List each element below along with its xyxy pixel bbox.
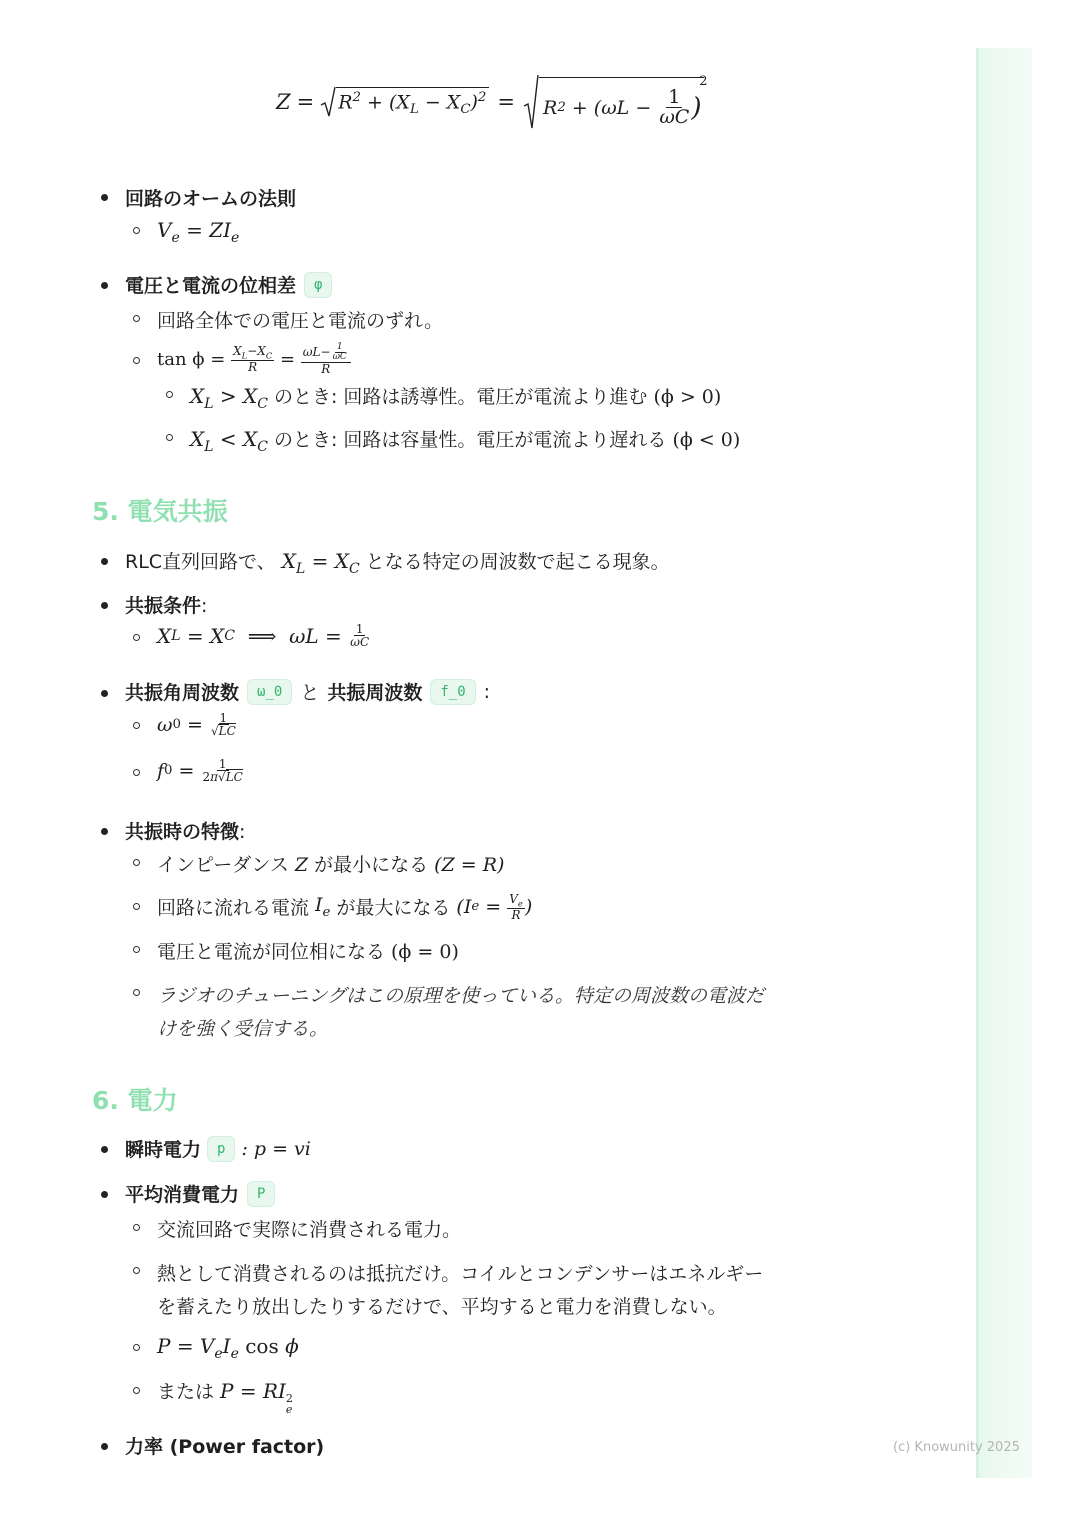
resonance-frequency-heading: 共振角周波数 ω_0 と 共振周波数 f_0 :	[125, 678, 490, 705]
avg-power-formula: $P = V_eI_e$ cos ϕ	[157, 1334, 299, 1362]
radio-note-line1: ラジオのチューニングはこの原理を使っている。特定の周波数の電波だ	[157, 985, 765, 1007]
section-heading-6: 6. 電力	[92, 1086, 178, 1115]
omega0-badge: ω_0	[247, 679, 292, 705]
sub-bullet	[133, 1344, 140, 1351]
sub-bullet	[133, 769, 140, 776]
phase-title: 電圧と電流の位相差	[125, 275, 297, 297]
energy-storage-note	[157, 1258, 763, 1324]
energy-note-line1: 熱として消費されるのは抵抗だけ。コイルとコンデンサーはエネルギー	[157, 1263, 764, 1285]
avg-power-desc: 交流回路で実際に消費される電力。	[157, 1219, 462, 1241]
inductive-case: $X_L > X_C$ のとき: 回路は誘導性。電圧が電流より進む (ϕ > 0)	[190, 384, 722, 412]
power-factor-title: 力率 (Power factor)	[125, 1436, 325, 1458]
impedance-formula: Z = $R^2 + (X_L - X_C)^2$ = R 2 + (ωL − $\frac{1}{\omega C}$ ) 2	[276, 74, 708, 128]
sub-bullet	[133, 634, 140, 641]
avg-power-formula-alt: または P = RI 2 e	[157, 1379, 293, 1416]
radio-tuning-note	[157, 980, 764, 1046]
angular-freq-title: 共振角周波数	[125, 682, 240, 704]
feat3-text: 電圧と電流が同位相になる	[157, 941, 386, 963]
feat2-text: 回路に流れる電流	[157, 897, 310, 920]
sub-bullet	[133, 357, 140, 364]
sqrt-sign-icon	[320, 86, 336, 118]
avg-power-title: 平均消費電力	[125, 1184, 240, 1206]
margin-divider	[976, 48, 979, 1478]
avg-power-badge: P	[247, 1181, 275, 1207]
bullet	[101, 282, 108, 289]
freq-title: 共振周波数	[327, 682, 423, 704]
or-text: または	[157, 1381, 215, 1403]
ohm-law-formula: $V_e = ZI_e$	[157, 218, 240, 246]
inst-power-title: 瞬時電力	[125, 1139, 202, 1161]
feat3-math: (ϕ = 0)	[391, 941, 459, 963]
right-margin-panel	[976, 48, 1032, 1478]
sub-bullet	[133, 1224, 140, 1231]
sub-sub-bullet	[166, 391, 173, 398]
feature-min-impedance: インピーダンス Z が最小になる (Z = R)	[157, 850, 504, 877]
sqrt-sign-icon-2	[523, 74, 539, 130]
bullet	[101, 1146, 108, 1153]
sub-bullet	[133, 227, 140, 234]
inst-power-formula: : p = vi	[241, 1137, 311, 1160]
bullet	[101, 690, 108, 697]
feat1-math: (Z = R)	[434, 854, 505, 876]
capacitive-tail: (ϕ < 0)	[672, 429, 741, 451]
inst-power-badge: p	[207, 1136, 235, 1162]
intro-text-b: となる特定の周波数で起こる現象。	[365, 551, 670, 573]
sub-bullet	[133, 722, 140, 729]
sub-bullet	[133, 859, 140, 866]
intro-text-a: RLC直列回路で、	[125, 551, 276, 573]
feat1-text: インピーダンス	[157, 854, 289, 876]
resonance-condition-formula: X L = X C ⟹ ωL = $\frac{1}{\omega C}$	[157, 622, 370, 649]
phase-badge: φ	[304, 272, 332, 298]
bullet	[101, 602, 108, 609]
sub-bullet	[133, 903, 140, 910]
bullet	[101, 1191, 108, 1198]
f0-badge: f_0	[430, 679, 475, 705]
feat1-text-b: が最小になる	[314, 854, 429, 876]
resonance-intro: RLC直列回路で、 $X_L = X_C$ となる特定の周波数で起こる現象。	[125, 549, 670, 577]
tan-prefix: tan ϕ =	[157, 348, 226, 370]
sub-bullet	[133, 1267, 140, 1274]
and-text: と	[300, 682, 320, 704]
f0-formula: f 0 = $\frac{1}{2\pi√LC}$	[157, 757, 243, 784]
average-power-heading	[125, 1180, 275, 1207]
feat2-text-b: が最大になる	[336, 897, 451, 920]
copyright-footer: (c) Knowunity 2025	[893, 1440, 1020, 1455]
sub-bullet	[133, 315, 140, 322]
instantaneous-power	[125, 1135, 311, 1162]
sub-bullet	[133, 946, 140, 953]
feature-in-phase	[157, 937, 459, 964]
capacitive-case: $X_L < X_C$ のとき: 回路は容量性。電圧が電流より遅れる (ϕ < 0)	[190, 427, 741, 455]
bullet	[101, 828, 108, 835]
sub-bullet	[133, 1387, 140, 1394]
radio-note-line2: けを強く受信する。	[157, 1018, 329, 1040]
bullet	[101, 194, 108, 201]
bullet	[101, 558, 108, 565]
ohm-law-title: 回路のオームの法則	[125, 188, 297, 210]
tan-phi-formula: tan ϕ = $\frac{X_L-X_C}{R}$ = ωL− $\frac{1}{\omega C}$ R	[157, 343, 351, 375]
capacitive-text: のとき: 回路は容量性。電圧が電流より遅れる	[273, 429, 667, 451]
energy-note-line2: を蓄えたり放出したりするだけで、平均すると電力を消費しない。	[157, 1296, 727, 1318]
resonance-condition-title: 共振条件:	[125, 595, 208, 617]
sub-bullet	[133, 989, 140, 996]
inductive-text: のとき: 回路は誘導性。電圧が電流より進む	[273, 386, 648, 408]
phase-heading	[125, 271, 332, 298]
phase-desc: 回路全体での電圧と電流のずれ。	[157, 310, 444, 332]
section-heading-5: 5. 電気共振	[92, 497, 228, 526]
inductive-tail: (ϕ > 0)	[653, 386, 722, 408]
sub-sub-bullet	[166, 434, 173, 441]
omega0-formula: ω 0 = $\frac{1}{√LC}$	[157, 711, 236, 738]
feature-max-current: 回路に流れる電流 $I_e$ が最大になる (I e = $\frac{V_e}{R}$ )	[157, 892, 533, 922]
features-title: 共振時の特徴:	[125, 821, 246, 843]
bullet	[101, 1443, 108, 1450]
